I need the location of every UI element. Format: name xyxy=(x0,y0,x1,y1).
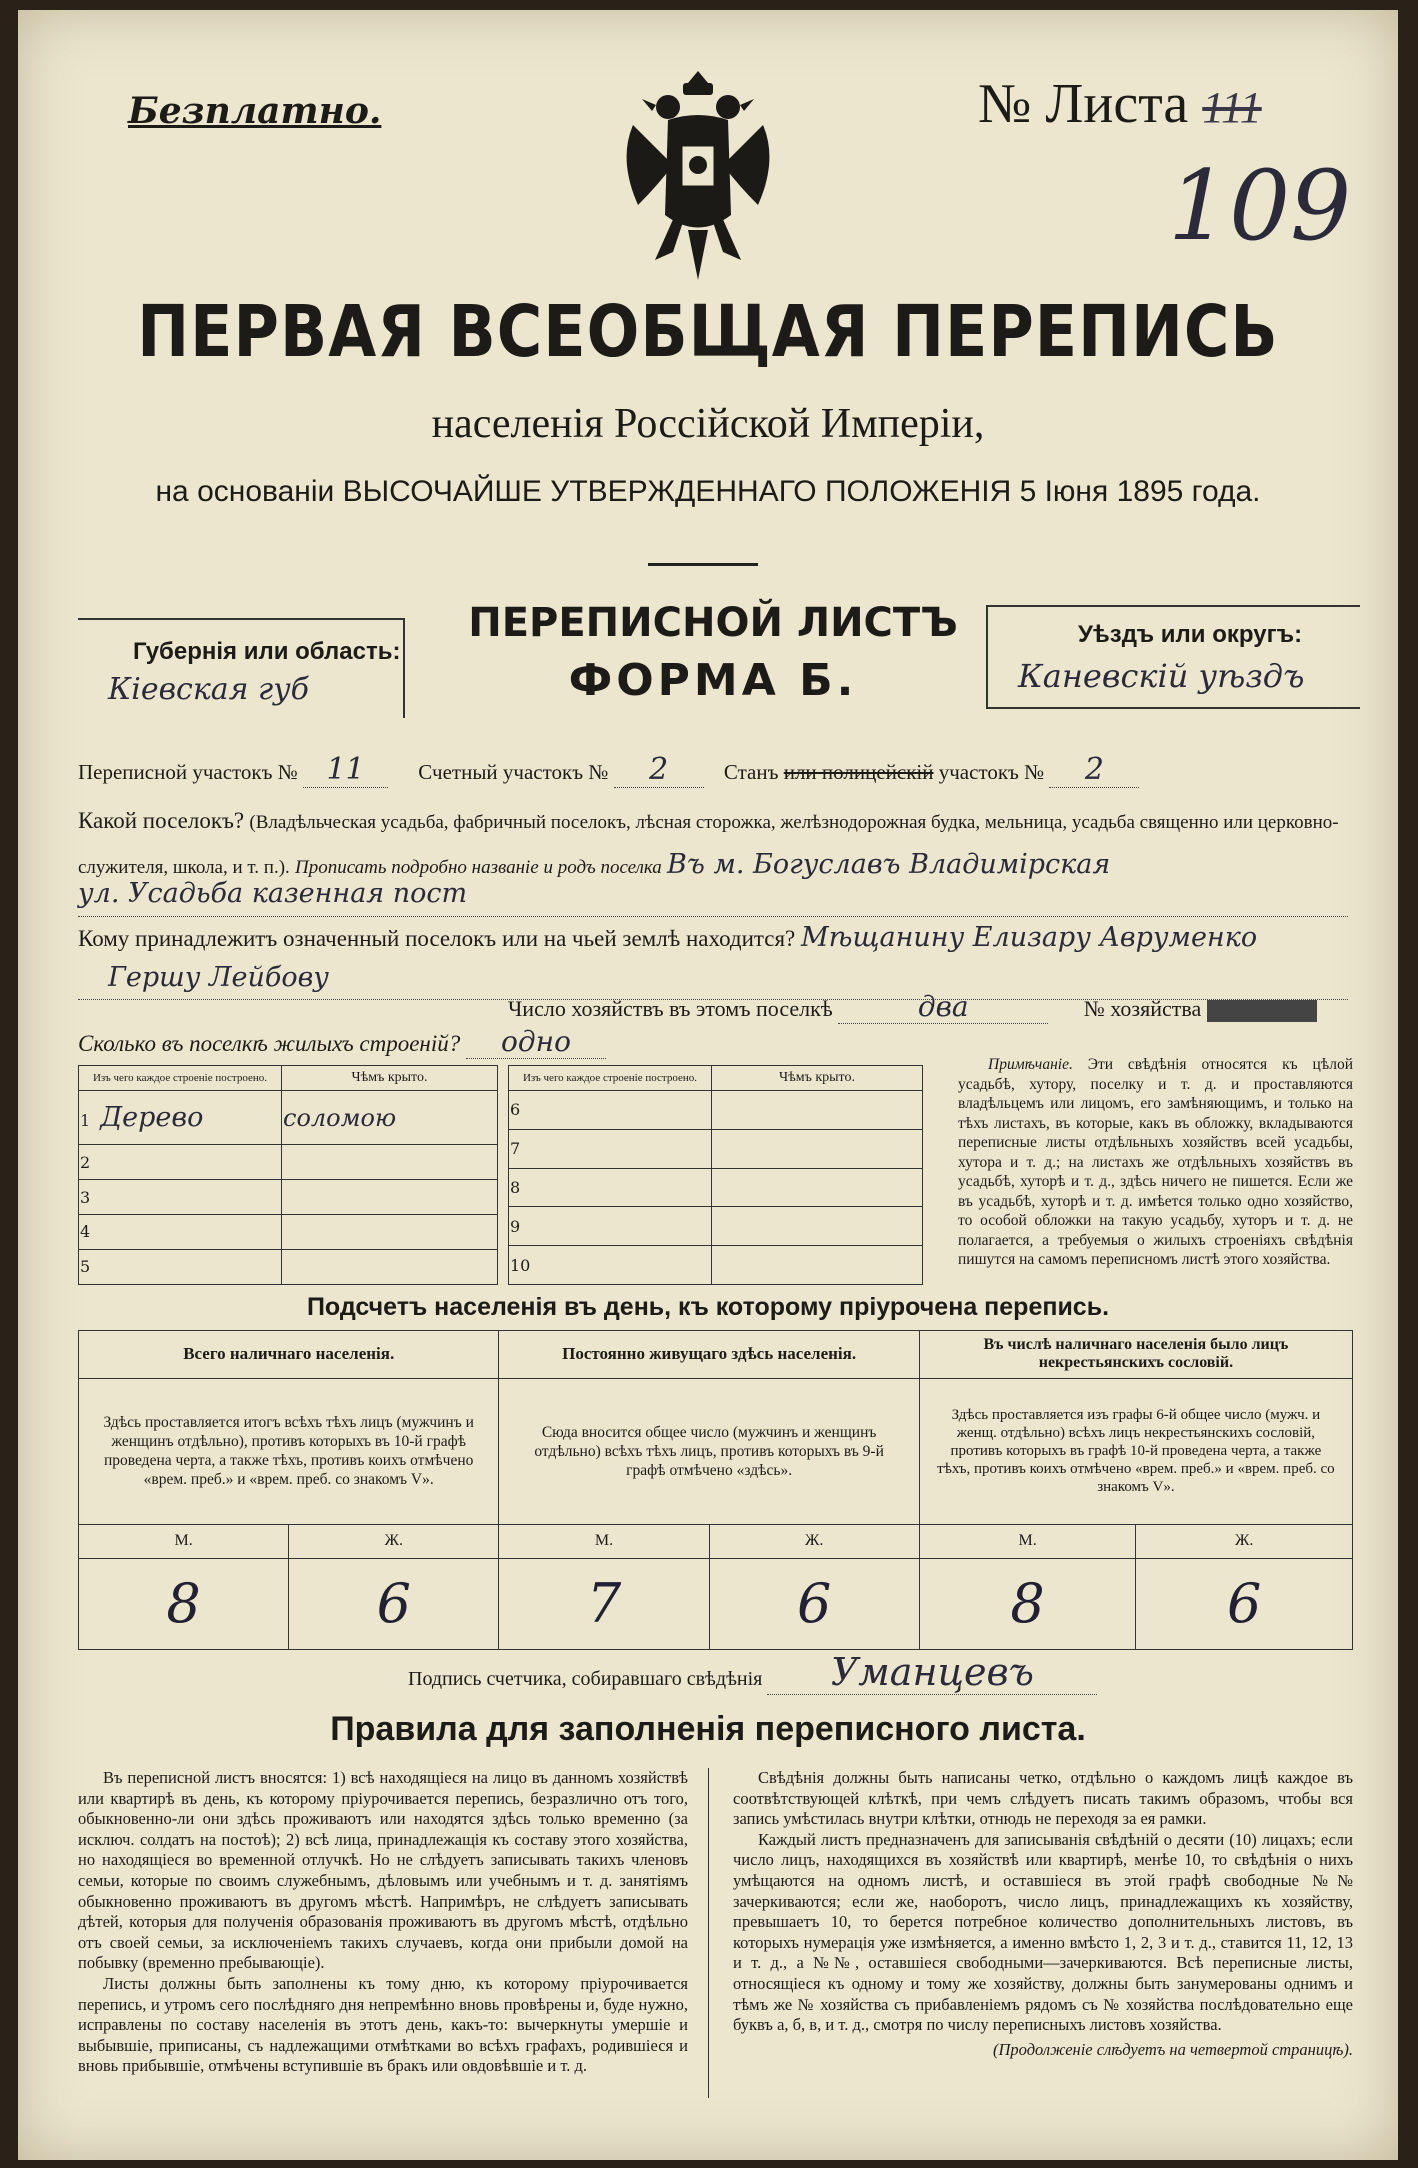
owner-label: Кому принадлежитъ означенный поселокъ или на чьей землѣ находится? xyxy=(78,926,796,951)
stan-label: Станъ xyxy=(723,760,779,784)
col-roof-header: Чѣмъ крыто. xyxy=(282,1066,498,1091)
population-table xyxy=(78,1330,1353,1650)
col3-m-label: М. xyxy=(919,1524,1136,1558)
form-subtitle: ФОРМА Б. xyxy=(568,655,858,706)
total-women-value: 6 xyxy=(289,1558,499,1649)
owner-value-2: Гершу Лейбову xyxy=(78,962,1348,1000)
uezd-box xyxy=(986,605,1360,709)
settlement-row xyxy=(78,800,1358,889)
nonpeasant-women-value: 6 xyxy=(1136,1558,1353,1649)
building-row-5: 5 xyxy=(79,1249,282,1284)
owner-row xyxy=(78,922,1358,960)
uezd-value: Каневскій уѣздъ xyxy=(1018,657,1305,695)
building-row-10: 10 xyxy=(509,1246,712,1285)
permanent-women-value: 6 xyxy=(709,1558,919,1649)
sheet-number-struck: 111 xyxy=(1202,83,1262,132)
households-value: два xyxy=(838,990,1048,1024)
signature-row xyxy=(408,1650,1308,1700)
stan-value: 2 xyxy=(1049,752,1139,788)
settlement-value-2: ул. Усадьба казенная пост xyxy=(78,878,1348,917)
signature-value: Уманцевъ xyxy=(767,1650,1097,1695)
building-row-2: 2 xyxy=(79,1145,282,1180)
counting-area-value: 2 xyxy=(614,752,704,788)
census-area-value: 11 xyxy=(303,752,388,788)
rules-right-p2: Каждый листъ предназначенъ для записыванія свѣдѣній о десяти (10) лицахъ; если число лицъ, находящихся въ хозяйствѣ или квартирѣ, менѣе 10, то свѣдѣнія о нихъ умѣщаются на одномъ листѣ, и оставшіеся въ этой графѣ свободные №№ зачеркиваются; если же, наоборотъ, число лицъ, принадлежащихъ къ хозяйству, превышаетъ 10, то берется потребное количество дополнительныхъ листовъ, въ которыхъ нумерація уже измѣняется, а именно вмѣсто 1, 2, 3 и т. д., ставится 11, 12, 13 и т. д., а №№, оставшіеся свободными—зачеркиваются. Всѣ переписные листы, относящіеся къ одному и тому же хозяйству, должны быть занумерованы однимъ и тѣмъ же № хозяйства съ прибавленіемъ рядомъ съ № хозяйства послѣдовательно еще буквъ а, б, в, и т. д., смотря по числу переписныхъ листовъ хозяйства. xyxy=(733,1829,1353,2035)
building-row-1-roof: соломою xyxy=(282,1091,498,1145)
households-label: Число хозяйствъ въ этомъ поселкѣ xyxy=(508,996,833,1021)
gubernia-box xyxy=(78,618,405,718)
census-basis: на основаніи ВЫСОЧАЙШЕ УТВЕРЖДЕННАГО ПОЛОЖЕНІЯ 5 Іюня 1895 года. xyxy=(155,475,1261,508)
nonpeasant-men-value: 8 xyxy=(919,1558,1136,1649)
rules-left-p1: Въ переписной листъ вносятся: 1) всѣ находящіеся на лицо въ данномъ хозяйствѣ или квартирѣ въ день, къ которому пріурочивается перепись, безразлично отъ того, обыкновенно-ли они здѣсь проживаютъ или находятся здѣсь только временно (за исключ. солдатъ на постоѣ); 2) всѣ лица, принадлежащія къ составу этого хозяйства, но находящіеся во временной отлучкѣ. Но не слѣдуетъ записывать такихъ членовъ семьи, которые по своимъ служебнымъ, дѣловымъ или учебнымъ и т. д. занятіямъ обыкновенно проживаютъ въ другомъ мѣстѣ. Напримѣръ, не слѣдуетъ записывать дѣтей, которыя для полученія образованія проживаютъ въ другомъ мѣстѣ, отдѣльно отъ своей семьи, за исключеніемъ такихъ случаевъ, когда они прибыли домой на побывку (временно пребывающіе). xyxy=(78,1768,688,1973)
rules-title: Правила для заполненія переписного листа. xyxy=(330,1710,1086,1748)
building-row-1-material: 1 Дерево xyxy=(79,1091,282,1145)
census-title: ПЕРВАЯ ВСЕОБЩАЯ ПЕРЕПИСЬ xyxy=(137,289,1279,374)
rules-left-column xyxy=(78,1768,688,2077)
total-men-value: 8 xyxy=(79,1558,289,1649)
col1-title: Всего наличнаго населенія. xyxy=(79,1331,499,1379)
col3-title: Въ числѣ наличнаго населенія было лицъ некрестьянскихъ сословій. xyxy=(919,1331,1352,1379)
col3-desc: Здѣсь проставляется изъ графы 6-й общее число (мужч. и женщ. отдѣльно) всѣхъ лицъ некрестьянскихъ сословій, противъ которыхъ въ графѣ 10-й проведена черта, а также тѣхъ, противъ коихъ отмѣчено «врем. преб.» и «врем. преб. со знакомъ V». xyxy=(919,1378,1352,1524)
area-row xyxy=(78,752,1358,786)
permanent-men-value: 7 xyxy=(499,1558,709,1649)
census-subtitle: населенія Россійской Имперіи, xyxy=(431,401,985,447)
form-title: ПЕРЕПИСНОЙ ЛИСТЪ xyxy=(468,600,958,646)
signature-label: Подпись счетчика, собиравшаго свѣдѣнія xyxy=(408,1668,763,1690)
col3-f-label: Ж. xyxy=(1136,1524,1353,1558)
settlement-hint-italic: Прописать подробно названіе и родъ поселка xyxy=(295,857,662,878)
gubernia-value: Кіевская губ xyxy=(108,672,309,707)
col1-m-label: М. xyxy=(79,1524,289,1558)
households-row xyxy=(508,990,1358,1024)
building-row-4: 4 xyxy=(79,1215,282,1250)
stan-struck: или полицейскій xyxy=(783,760,934,784)
col2-f-label: Ж. xyxy=(709,1524,919,1558)
building-row-6: 6 xyxy=(509,1091,712,1130)
col-material-header-right: Изъ чего каждое строеніе построено. xyxy=(509,1066,712,1091)
sheet-number-handwritten: 109 xyxy=(1168,150,1352,262)
col1-f-label: Ж. xyxy=(289,1524,499,1558)
buildings-value: одно xyxy=(466,1025,606,1059)
gubernia-label: Губернія или область: xyxy=(133,638,401,665)
rules-left-p2: Листы должны быть заполнены къ тому дню, къ которому пріурочивается перепись, и утромъ сего послѣдняго дня непремѣнно вновь провѣрены и, буде нужно, исправлены по составу населенія въ этотъ день, какъ-то: вычеркнуты умершіе и выбывшіе, приписаны, съ надлежащими отмѣтками во всѣхъ графахъ, родившіеся и вновь прибывшіе, отмѣчены вступившіе въ бракъ или овдовѣвшіе и т. д. xyxy=(78,1973,688,2076)
buildings-label: Сколько въ поселкѣ жилыхъ строеній? xyxy=(78,1031,461,1056)
settlement-label: Какой поселокъ? xyxy=(78,808,245,833)
rules-continued: (Продолженіе слѣдуетъ на четвертой страницѣ). xyxy=(993,2039,1353,2059)
census-sheet xyxy=(18,10,1398,2160)
rules-right-column xyxy=(733,1768,1353,2060)
census-area-label: Переписной участокъ № xyxy=(78,760,298,784)
building-row-3: 3 xyxy=(79,1180,282,1215)
household-no-redacted xyxy=(1207,1000,1317,1022)
building-row-9: 9 xyxy=(509,1207,712,1246)
settlement-hint: (Владѣльческая усадьба, фабричный поселокъ, лѣсная сторожка, желѣзнодорожная будка, мельница, усадьба священно или церковно-служителя, школа, и т. п.). xyxy=(78,812,1339,878)
double-headed-eagle-emblem xyxy=(613,65,783,285)
sheet-number-label: № Листа xyxy=(978,73,1189,135)
sheet-number xyxy=(978,72,1262,136)
buildings-table-right xyxy=(508,1065,923,1285)
rules-right-p1: Свѣдѣнія должны быть написаны четко, отдѣльно о каждомъ лицѣ каждое въ соотвѣтствующей клѣткѣ, при чемъ слѣдуетъ писать такимъ образомъ, чтобы вся запись умѣстилась внутри клѣтки, отнюдь не переходя за ея рамки. xyxy=(733,1768,1353,1829)
buildings-row xyxy=(78,1025,878,1059)
note-label: Примѣчаніе. xyxy=(988,1056,1073,1073)
col1-desc: Здѣсь проставляется итогъ всѣхъ тѣхъ лицъ (мужчинъ и женщинъ отдѣльно), противъ которыхъ въ 10-й графѣ проведена черта, а также тѣхъ, противъ коихъ отмѣчено «врем. преб.» и «врем. преб. со знакомъ V». xyxy=(79,1378,499,1524)
col2-desc: Сюда вносится общее число (мужчинъ и женщинъ отдѣльно) всѣхъ тѣхъ лицъ, противъ которыхъ въ 9-й графѣ отмѣчено «здѣсь». xyxy=(499,1378,919,1524)
owner-value-1: Мѣщанину Елизару Авруменко xyxy=(801,922,1258,953)
col-roof-header-right: Чѣмъ крыто. xyxy=(712,1066,923,1091)
free-label: Безплатно. xyxy=(128,90,382,132)
population-caption: Подсчетъ населенія въ день, къ которому пріурочена перепись. xyxy=(306,1293,1110,1321)
title-divider xyxy=(648,563,758,566)
building-row-8: 8 xyxy=(509,1168,712,1207)
counting-area-label: Счетный участокъ № xyxy=(418,760,609,784)
rules-column-divider xyxy=(708,1768,709,2098)
buildings-table-left xyxy=(78,1065,498,1285)
household-no-label: № хозяйства xyxy=(1083,996,1202,1021)
building-row-7: 7 xyxy=(509,1129,712,1168)
col2-title: Постоянно живущаго здѣсь населенія. xyxy=(499,1331,919,1379)
settlement-value-1: Въ м. Богуславъ Владимірская xyxy=(667,849,1111,880)
uezd-label: Уѣздъ или округъ: xyxy=(1078,621,1303,648)
note-text xyxy=(958,1055,1353,1270)
note-body: Эти свѣдѣнія относятся къ цѣлой усадьбѣ, хутору, поселку и т. д. и проставляются владѣльцемъ или лицомъ, его замѣняющимъ, и только на тѣхъ листахъ, въ которые, какъ въ обложку, вкладываются переписные листы отдѣльныхъ хозяйствъ всей усадьбы, хутора и т. д.; на листахъ же отдѣльныхъ хозяйствъ въ усадьбѣ, хуторѣ и т. д., здѣсь ничего не пишется. Если же въ усадьбѣ, хуторѣ и т. д. имѣется только одно хозяйство, то особой обложки на такую усадьбу, хуторъ и т. д. не полагается, а требуемыя о жилыхъ строеніяхъ свѣдѣнія пишутся на самомъ переписномъ листѣ этого хозяйства. xyxy=(958,1056,1353,1268)
col-material-header: Изъ чего каждое строеніе построено. xyxy=(79,1066,282,1091)
stan-label-2: участокъ № xyxy=(938,760,1045,784)
col2-m-label: М. xyxy=(499,1524,709,1558)
